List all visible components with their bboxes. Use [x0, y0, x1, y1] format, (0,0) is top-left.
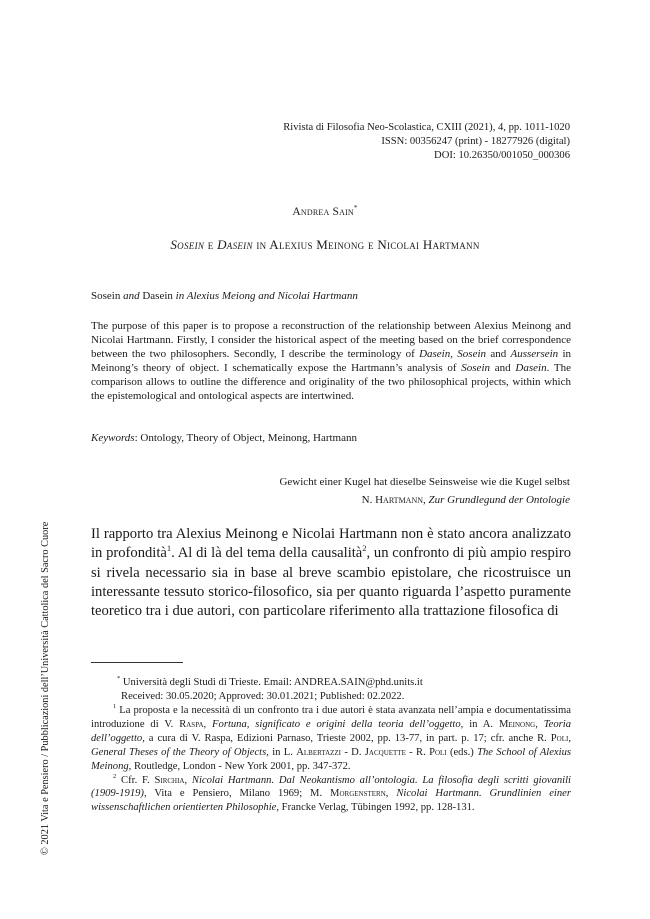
english-title: [91, 290, 358, 302]
keywords: [91, 432, 357, 444]
en-title-and: and: [123, 290, 140, 302]
affiliation-mark: *: [117, 675, 121, 682]
fn-text: - R.: [405, 746, 430, 758]
author-name: [0, 204, 650, 218]
journal-citation: Rivista di Filosofia Neo-Scolastica, CXIII (2021), 4, pp. 1011-1020: [283, 122, 570, 133]
epigraph-author: N. Hartmann: [361, 493, 424, 506]
abstract-text: . The comparison allows to outline the difference and originality of the two philosophical projects, within which the epistemological and ontological aspects are intertwined.: [91, 361, 571, 402]
fn-author: Meinong: [498, 718, 536, 730]
journal-header: [283, 121, 570, 163]
footnote-ref-2[interactable]: 2: [362, 543, 367, 554]
abstract-term-aussersein: Aussersein: [510, 347, 559, 360]
footnote-affiliation: [117, 672, 423, 704]
affiliation-text: Università degli Studi di Trieste. Email: ANDREA.SAIN@phd.units.it: [120, 677, 423, 688]
paper-title: [0, 237, 650, 253]
fn-text: La proposta e la necessità di un confronto tra i due autori è stata avanzata nell’ampia e documentatissima introduzione di V.: [91, 705, 571, 730]
footnote-1: [91, 704, 571, 774]
fn-text: ,: [385, 788, 397, 800]
fn-work: Teoria dell’oggetto: [91, 718, 571, 744]
dates-line: Received: 30.05.2020; Approved: 30.01.2021; Published: 02.2022.: [121, 691, 405, 702]
footnotes: [91, 704, 571, 815]
fn-work: Fortuna, significato e origini della teoria dell’oggetto: [212, 718, 461, 730]
fn-text: ,: [535, 718, 544, 730]
fn-text: ,: [568, 732, 571, 744]
fn-author: Morgenstern: [330, 788, 386, 800]
fn-text: ,: [203, 718, 213, 730]
fn-text: , a cura di V. Raspa, Edizioni Parnaso, Trieste 2002, pp. 13-77, in part. p. 17; cfr. anche R.: [142, 732, 551, 744]
epigraph: [279, 474, 570, 509]
fn-work: General Theses of the Theory of Objects: [91, 746, 267, 758]
title-sosein: Sosein: [170, 237, 205, 252]
abstract-text: The purpose of this paper is to propose a reconstruction of the relationship between Alexius Meinong and Nicolai Hartmann. Firstly, I consider the historical aspect of the meeting based on the brief correspondence between the two philosophers. Secondly, I describe the terminology of: [91, 320, 571, 360]
fn-text: - D.: [341, 746, 365, 758]
abstract-text: and: [490, 361, 516, 374]
fn-text: , Francke Verlag, Tübingen 1992, pp. 128-131.: [276, 802, 475, 814]
title-and: e: [204, 237, 218, 252]
en-title-sosein: Sosein: [91, 290, 124, 302]
body-text: Il rapporto tra Alexius Meinong e Nicolai Hartmann non è stato ancora analizzato in profondità: [91, 526, 571, 562]
epigraph-sep: ,: [423, 493, 429, 506]
footnote-2-number: 2: [113, 772, 117, 780]
body-text: . Al di là del tema della causalità: [171, 545, 363, 562]
en-title-dasein: Dasein: [139, 290, 176, 302]
fn-work: The School of Alexius Meinong: [91, 746, 571, 772]
fn-text: ,: [184, 774, 192, 786]
fn-author: Jacquette: [364, 746, 406, 758]
fn-text: (eds.): [446, 746, 478, 758]
author-name-text: Andrea Sain: [292, 206, 354, 218]
fn-text: , Vita e Pensiero, Milano 1969; M.: [143, 788, 331, 800]
abstract-text: in Meinong’s theory of object. I schematically expose the Hartmann’s analysis of: [91, 347, 572, 374]
keywords-label: Keywords: [91, 432, 135, 444]
en-title-rest: in Alexius Meiong and Nicolai Hartmann: [175, 290, 358, 302]
abstract-term-dasein: Dasein: [419, 347, 451, 360]
fn-text: , in L.: [266, 746, 297, 758]
abstract-term-sosein: Sosein: [457, 347, 487, 360]
fn-text: Cfr. F.: [116, 774, 155, 786]
abstract-text: ,: [450, 347, 458, 360]
keywords-list: : Ontology, Theory of Object, Meinong, Hartmann: [134, 432, 357, 444]
fn-author: Sirchia: [154, 774, 185, 786]
fn-author: Poli: [550, 732, 569, 744]
fn-author: Raspa: [179, 718, 204, 730]
journal-doi: DOI: 10.26350/001050_000306: [434, 150, 570, 161]
fn-text: , Routledge, London - New York 2001, pp. 347-372.: [128, 760, 351, 772]
body-paragraph: [91, 525, 571, 621]
body-text: , un confronto di più ampio respiro si rivela necessario sia in base al breve scambio epistolare, che ricostruisce un interessante tessuto storico-filosofico, sia per quanto riguarda l’aspetto puramente teoretico tra i due autori, con particolare riferimento alla trattazione filosofica di: [91, 545, 571, 620]
affiliation-line: [117, 672, 423, 690]
fn-work: Nicolai Hartmann. Grundlinien einer wissenschaftlichen orientierten Philosophie: [91, 788, 571, 814]
footnote-2: [91, 774, 571, 816]
title-dasein: Dasein: [217, 237, 253, 252]
fn-author: Poli: [429, 746, 447, 758]
fn-author: Albertazzi: [296, 746, 342, 758]
journal-issn: ISSN: 00356247 (print) - 18277926 (digital): [381, 136, 570, 147]
author-footnote-mark: *: [353, 204, 358, 212]
footnote-divider: [91, 662, 183, 663]
copyright-sidebar: © 2021 Vita e Pensiero / Pubblicazioni dell’Università Cattolica del Sacro Cuore: [40, 521, 51, 855]
epigraph-work: Zur Grundlegund der Ontologie: [428, 493, 570, 506]
footnote-ref-1[interactable]: 1: [166, 543, 172, 554]
title-rest: in Alexius Meinong e Nicolai Hartmann: [252, 237, 480, 252]
fn-work: Nicolai Hartmann. Dal Neokantismo all’ontologia. La filosofia degli scritti giovanili (1909-1919): [91, 774, 571, 800]
abstract-term-sosein: Sosein: [461, 361, 491, 374]
fn-text: , in A.: [460, 718, 499, 730]
epigraph-quote: Gewicht einer Kugel hat dieselbe Seinsweise wie die Kugel selbst: [279, 476, 570, 488]
abstract-term-dasein: Dasein: [515, 361, 547, 374]
epigraph-source: [279, 492, 570, 510]
abstract-text: and: [486, 347, 511, 360]
abstract: [91, 320, 571, 403]
footnote-1-number: 1: [113, 703, 117, 710]
